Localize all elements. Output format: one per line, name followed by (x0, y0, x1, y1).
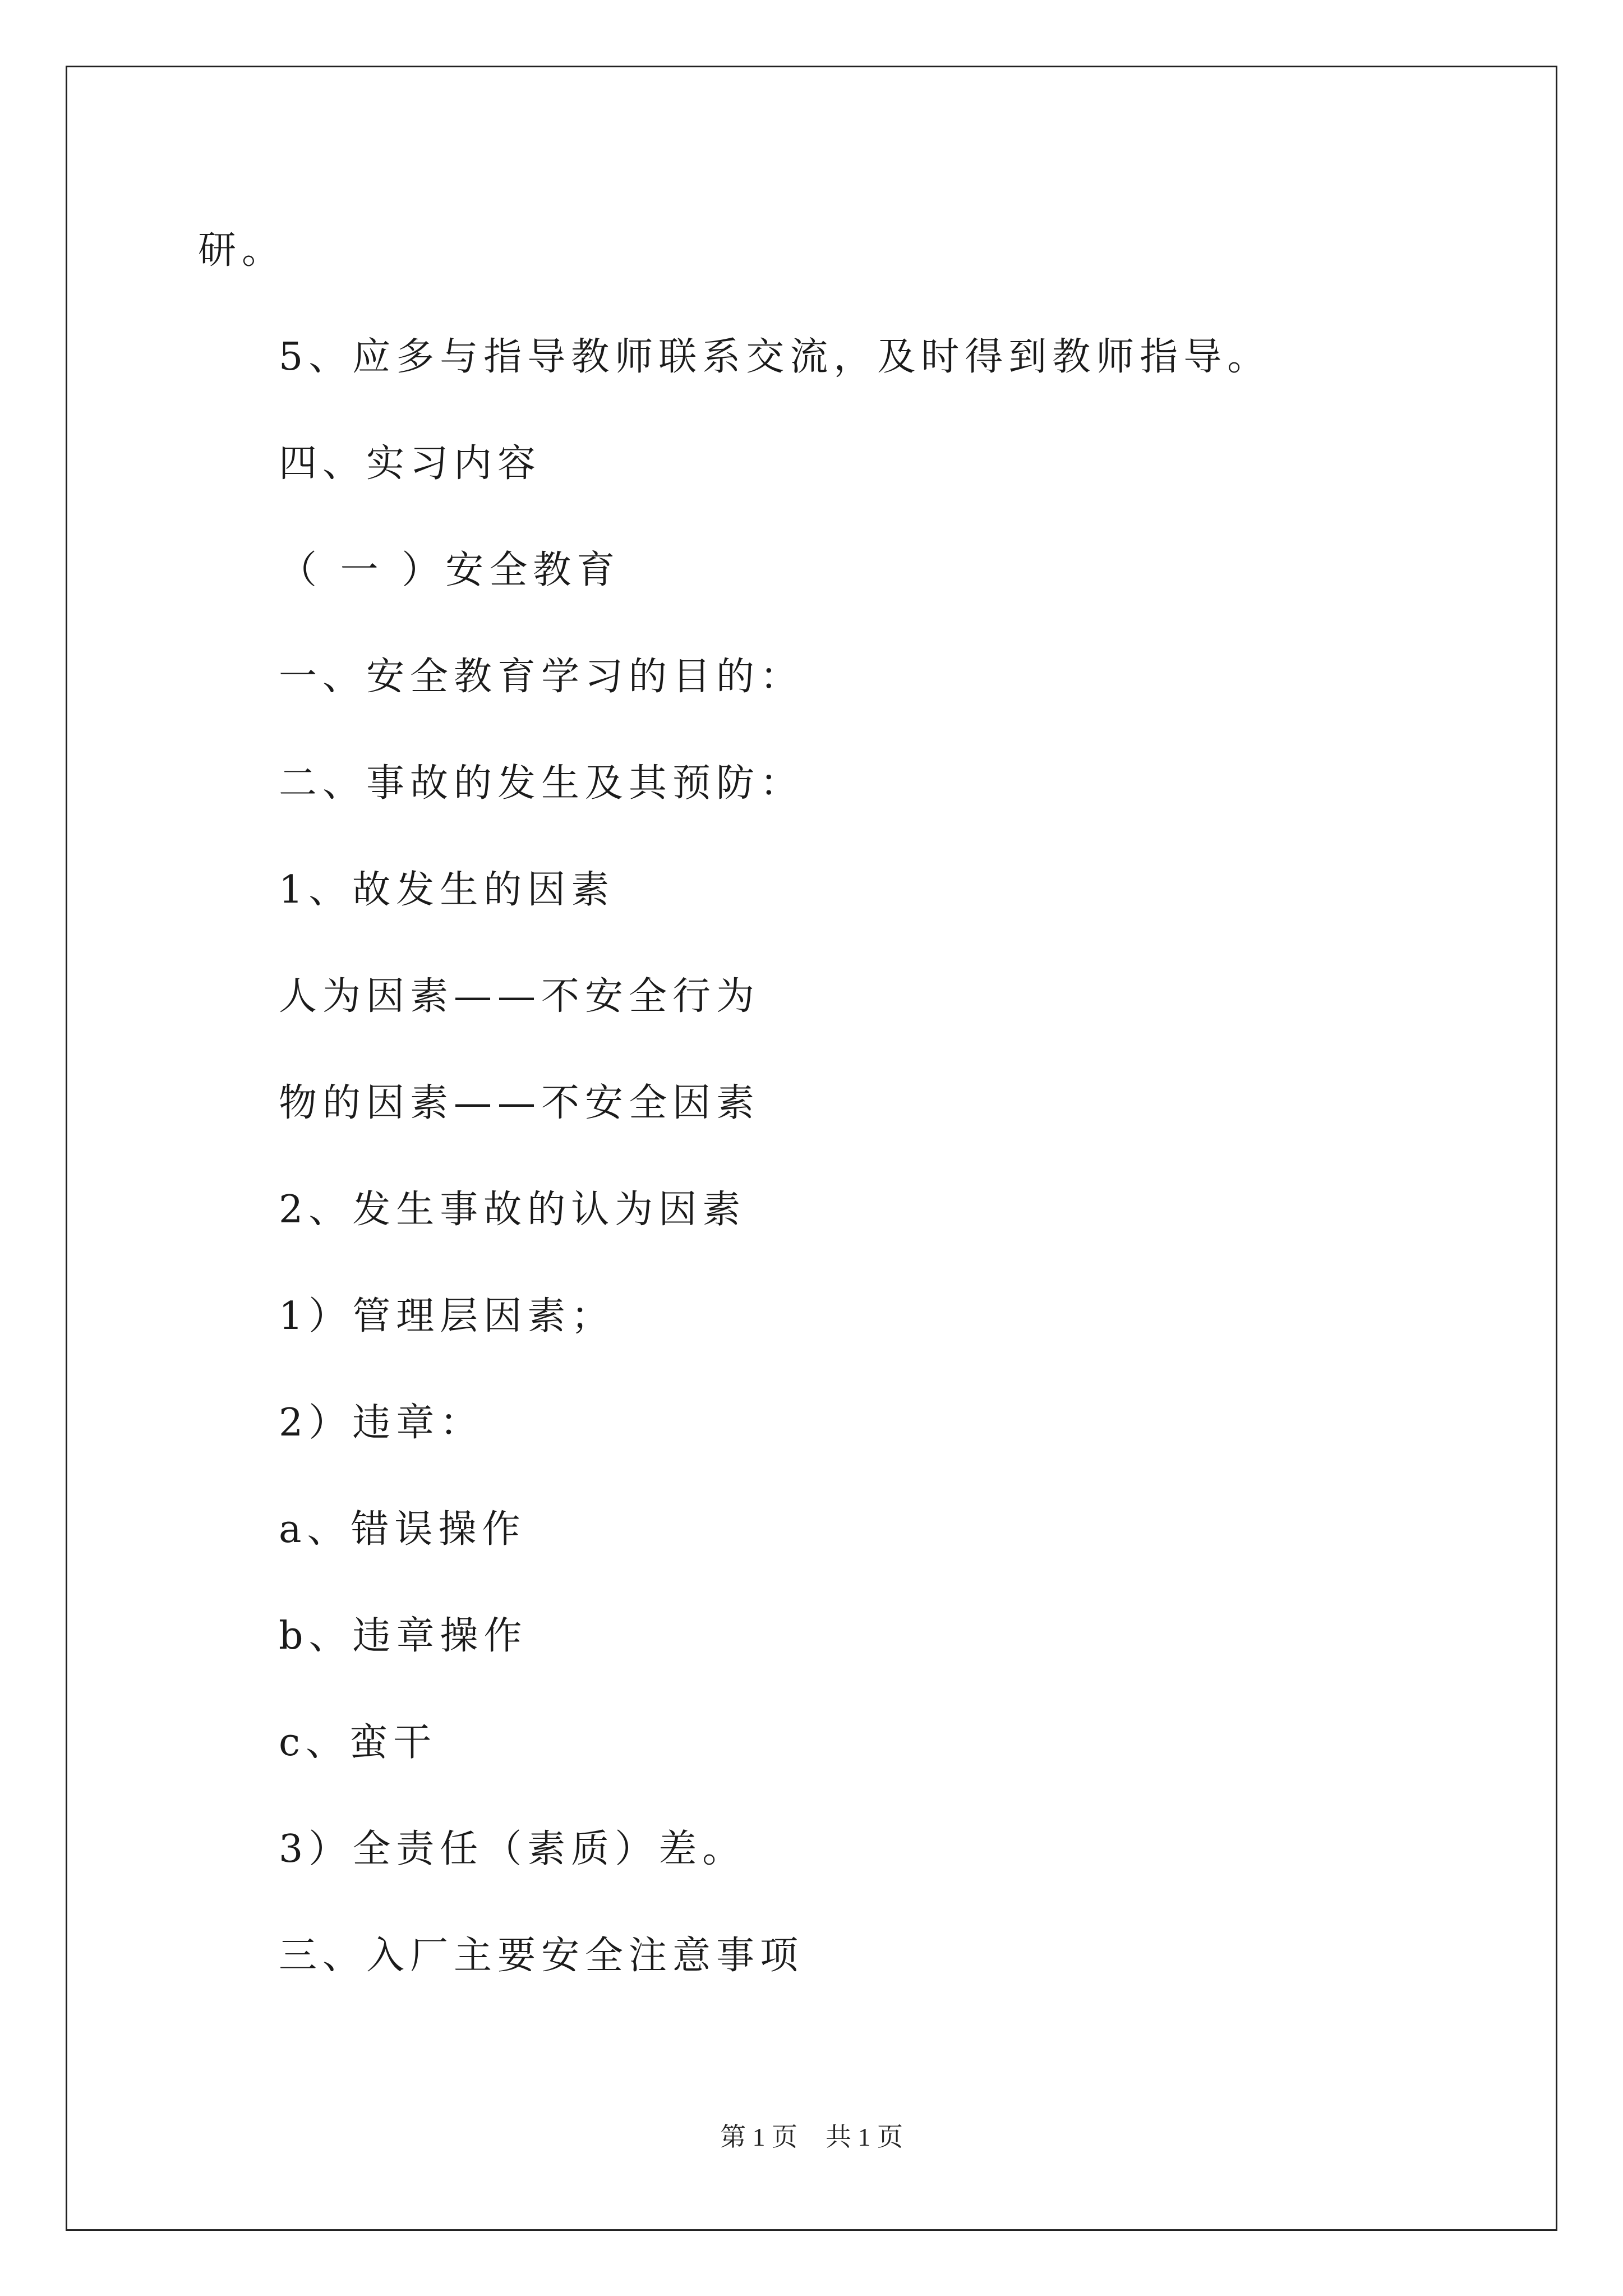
list-item-2-1: 1）管理层因素； (279, 1294, 615, 1338)
page-total: 共 1 页 (826, 2123, 903, 2151)
heading-purpose: 一、安全教育学习的目的： (279, 655, 804, 699)
list-item-c: c、蛮干 (279, 1720, 437, 1765)
list-item-2-2: 2）违章： (279, 1401, 484, 1445)
page-footer (0, 2120, 1623, 2154)
list-item-material-factors: 物的因素——不安全因素 (279, 1081, 760, 1125)
heading-safety-notes: 三、入厂主要安全注意事项 (279, 1934, 804, 1978)
page-border (66, 66, 1557, 2231)
subsection-heading-safety-education: （ 一 ）安全教育 (279, 548, 621, 592)
list-item-human-factors: 人为因素——不安全行为 (279, 974, 760, 1019)
section-heading-internship-content: 四、实习内容 (279, 441, 542, 486)
page-number: 第 1 页 (720, 2123, 797, 2151)
body-line-continuation: 研。 (198, 228, 286, 273)
list-item-2-3: 3）全责任（素质）差。 (279, 1827, 746, 1871)
list-item-2: 2、发生事故的认为因素 (279, 1188, 746, 1232)
list-item-b: b、违章操作 (279, 1614, 528, 1658)
body-line-item-5: 5、应多与指导教师联系交流，及时得到教师指导。 (279, 335, 1271, 379)
list-item-a: a、错误操作 (279, 1507, 526, 1552)
heading-accidents: 二、事故的发生及其预防： (279, 761, 804, 806)
list-item-1: 1、故发生的因素 (279, 868, 615, 912)
